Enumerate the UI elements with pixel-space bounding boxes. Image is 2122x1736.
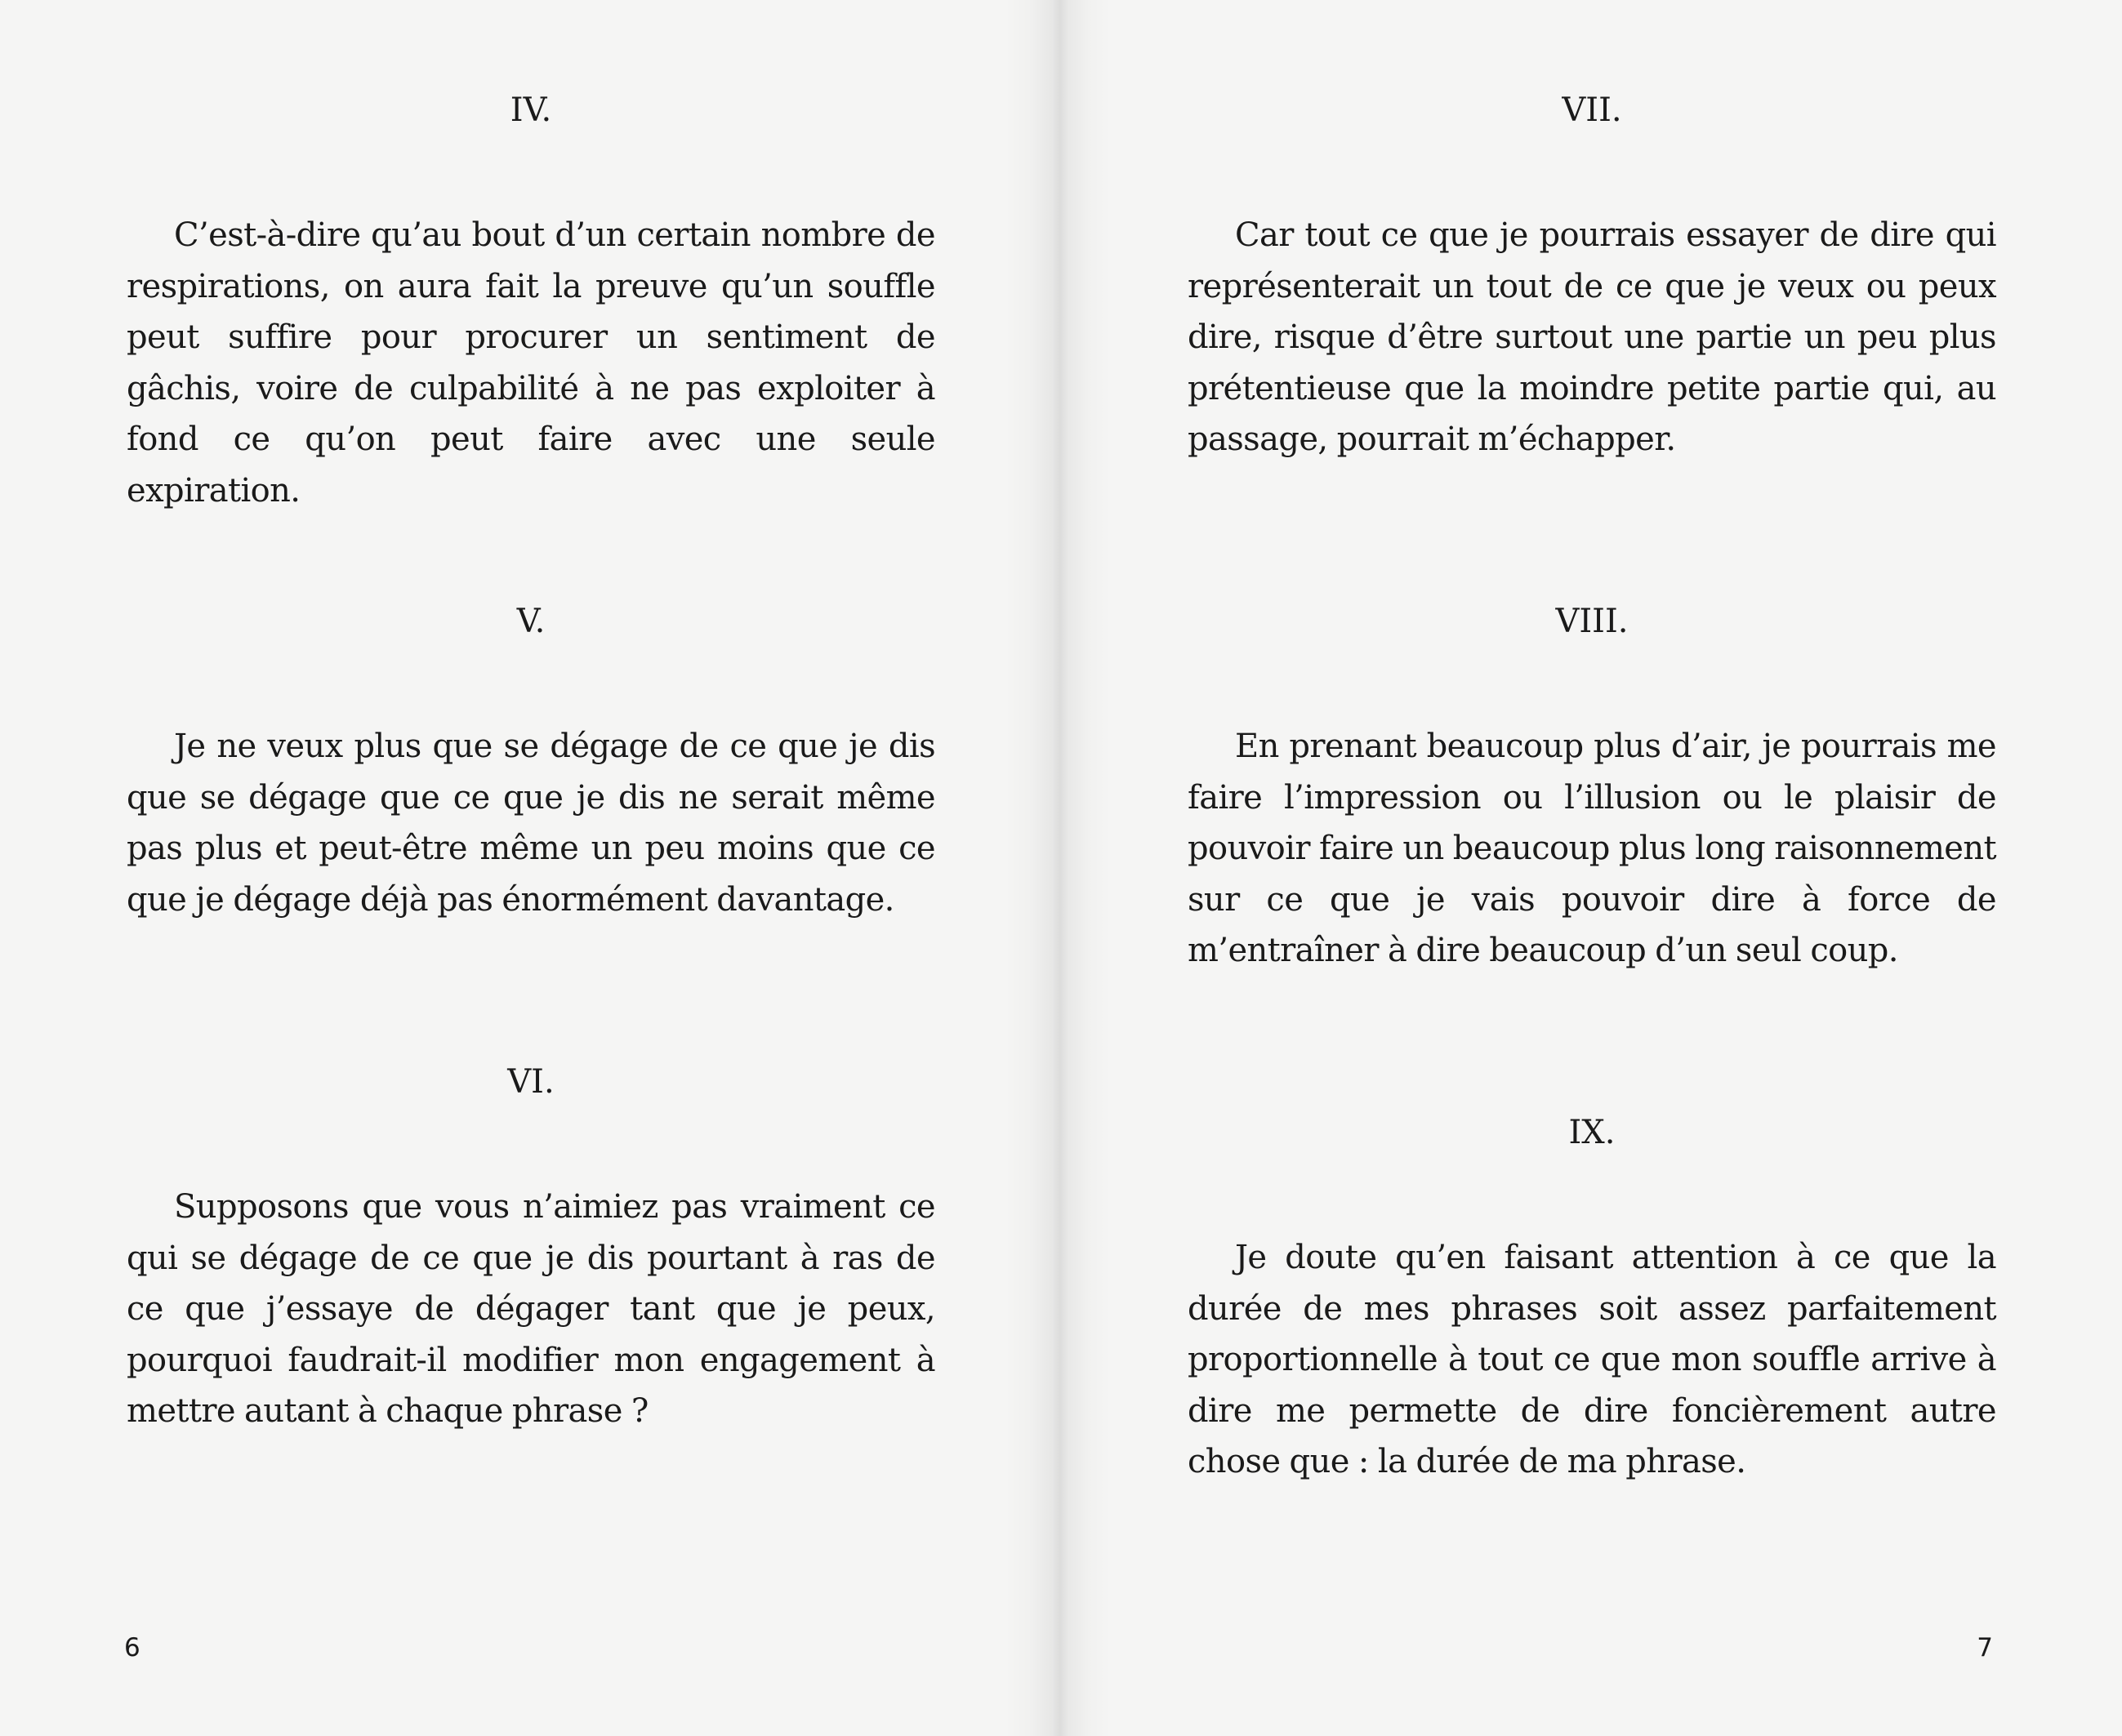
right-page [1061, 0, 2122, 1736]
section-iv [127, 91, 935, 516]
section-vii [1188, 91, 1996, 465]
section-ix [1188, 1116, 1996, 1488]
section-numeral: VIII. [1555, 603, 1629, 640]
section-numeral: VI. [507, 1063, 555, 1101]
page-number: 6 [124, 1633, 140, 1663]
section-paragraph: Car tout ce que je pourrais essayer de dire qui représenterait un tout de ce que je veux ou peux dire, risque d’être surtout une partie un peu plus prétentieuse que la moindre petite partie qui, au passage, pourrait m’échapper. [1188, 216, 1996, 458]
section-numeral: V. [516, 603, 546, 640]
section-numeral: VII. [1562, 91, 1622, 129]
section-paragraph: Supposons que vous n’aimiez pas vraiment ce qui se dégage de ce que je dis pourtant à ras de ce que j’essaye de dégager tant que je peux, pourquoi faudrait-il modifier mon engagement à mettre autant à chaque phrase ? [127, 1188, 935, 1430]
section-v [127, 605, 935, 925]
section-numeral: IX. [1568, 1114, 1616, 1151]
section-paragraph: En prenant beaucoup plus d’air, je pourrais me faire l’impression ou l’illusion ou le plaisir de pouvoir faire un beaucoup plus long raisonnement sur ce que je vais pouvoir dire à force de m’entraîner à dire beaucoup d’un seul coup. [1188, 728, 1996, 969]
section-paragraph: Je doute qu’en faisant attention à ce que la durée de mes phrases soit assez parfaitement proportionnelle à tout ce que mon souffle arrive à dire me permette de dire foncièrement autre chose que : la durée de ma phrase. [1188, 1239, 1996, 1480]
page-number: 7 [1977, 1633, 1993, 1663]
section-paragraph: Je ne veux plus que se dégage de ce que je dis que se dégage que ce que je dis ne serait même pas plus et peut-être même un peu moins que ce que je dégage déjà pas énormément davantage. [127, 728, 935, 919]
section-viii [1188, 605, 1996, 977]
section-numeral: IV. [510, 91, 552, 129]
section-paragraph: C’est-à-dire qu’au bout d’un certain nombre de respirations, on aura fait la preuve qu’un souffle peut suffire pour procurer un sentiment de gâchis, voire de culpabilité à ne pas exploiter à fond ce qu’on peut faire avec une seule expiration. [127, 216, 935, 510]
section-vi [127, 1063, 935, 1437]
